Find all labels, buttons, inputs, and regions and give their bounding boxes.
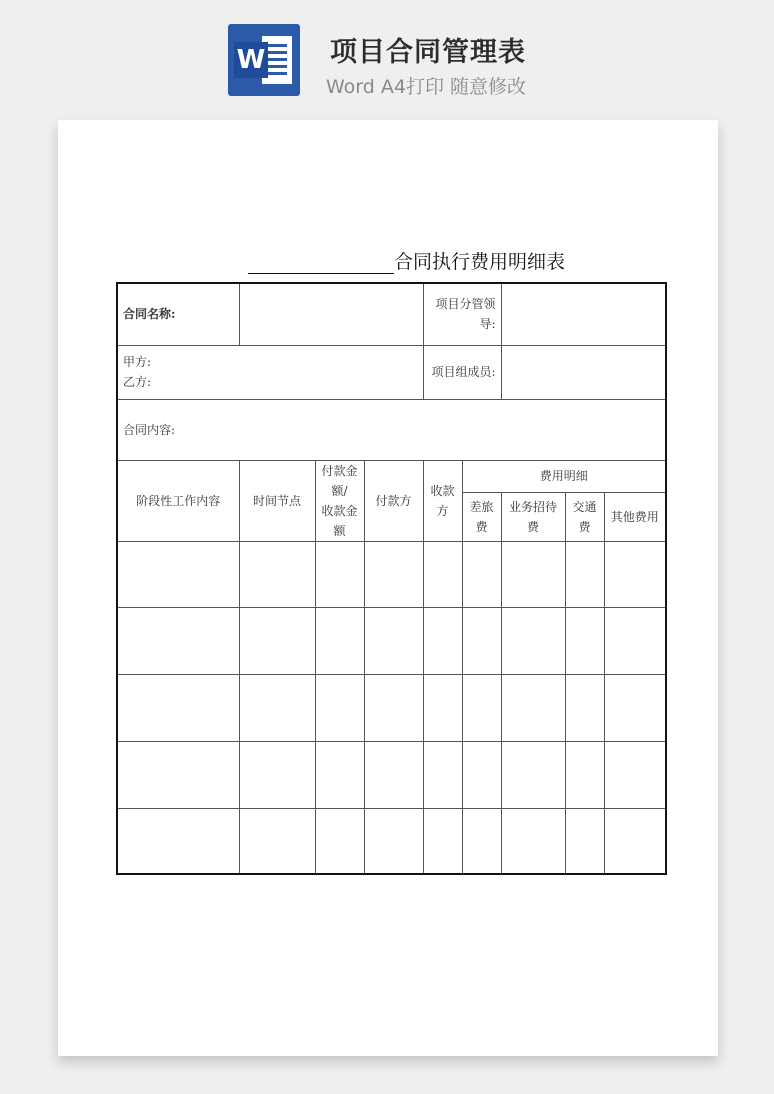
party-a-label: 甲方:: [123, 355, 152, 369]
contract-name-label: 合同名称:: [117, 283, 239, 345]
contract-name-field[interactable]: [239, 283, 423, 345]
col-expense-detail: 费用明细: [462, 460, 666, 492]
col-amount-line1: 付款金额/: [321, 463, 358, 498]
col-entertainment: 业务招待费: [501, 492, 565, 541]
col-amount-line2: 收款金额: [321, 503, 358, 538]
document-title: [248, 244, 565, 274]
word-icon: [228, 24, 300, 96]
col-travel: 差旅费: [462, 492, 501, 541]
col-payer: 付款方: [364, 460, 423, 541]
contract-content-label: 合同内容:: [123, 422, 176, 437]
table-row: [117, 674, 666, 741]
col-amount: [315, 460, 364, 541]
project-leader-field[interactable]: [501, 283, 666, 345]
col-payee: 收款方: [423, 460, 462, 541]
row-contract-content: [117, 399, 666, 460]
col-transport: 交通费: [565, 492, 604, 541]
table-row: [117, 808, 666, 874]
table-row: [117, 607, 666, 674]
col-time-node: 时间节点: [239, 460, 315, 541]
document-page: [58, 120, 718, 1056]
row-header-1: [117, 460, 666, 492]
table-row: [117, 541, 666, 607]
app-subtitle: Word A4打印 随意修改: [326, 76, 527, 98]
title-blank-line[interactable]: [248, 245, 394, 274]
col-other: 其他费用: [604, 492, 666, 541]
parties-cell[interactable]: [117, 345, 423, 399]
col-stage-work: 阶段性工作内容: [117, 460, 239, 541]
project-leader-label: 项目分管领导:: [423, 283, 501, 345]
header: [0, 0, 774, 110]
row-parties: [117, 345, 666, 399]
table-row: [117, 741, 666, 808]
row-contract-name: [117, 283, 666, 345]
document-title-text: 合同执行费用明细表: [394, 251, 566, 273]
team-members-field[interactable]: [501, 345, 666, 399]
party-b-label: 乙方:: [123, 375, 152, 389]
contract-content-cell[interactable]: [117, 399, 666, 460]
team-members-label: 项目组成员:: [423, 345, 501, 399]
app-title: 项目合同管理表: [330, 37, 526, 68]
expense-table: [116, 282, 667, 875]
word-icon-letter: W: [234, 42, 268, 78]
